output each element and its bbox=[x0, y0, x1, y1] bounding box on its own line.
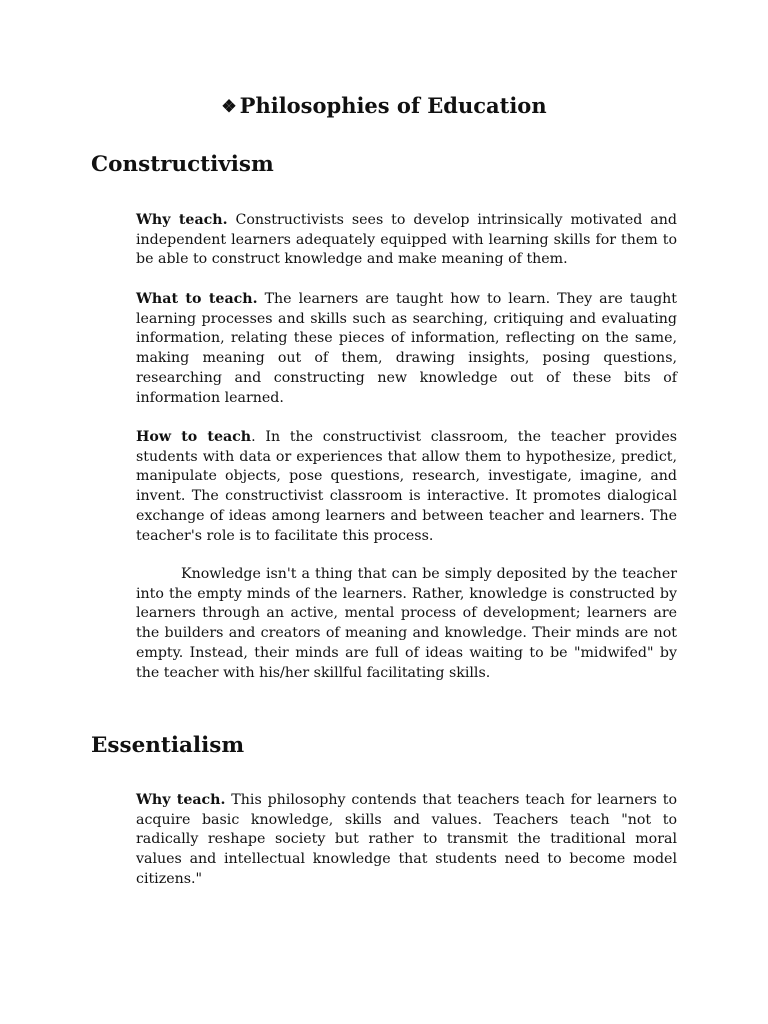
page-title-text: Philosophies of Education bbox=[239, 93, 547, 118]
paragraph-body: . In the constructivist classroom, the teacher provides students with data or experiences that allow them to hypothesize, predict, manipulate objects, pose questions, research, investigate, imagine, and invent. The constructivist classroom is interactive. It promotes dialogical exchange of ideas among learners and between teacher and learners. The teacher's role is to facilitate this process. bbox=[136, 429, 677, 544]
diamond-bullet-icon: ❖ bbox=[221, 97, 237, 117]
paragraph-body: Knowledge isn't a thing that can be simply deposited by the teacher into the empty minds of the learners. Rather, knowledge is constructed by learners through an active, mental process of development; learners are the builders and creators of meaning and knowledge. Their minds are not empty. Instead, their minds are full of ideas waiting to be "midwifed" by the teacher with his/her skillful facilitating skills. bbox=[136, 566, 677, 681]
paragraph-lead: How to teach bbox=[136, 429, 252, 445]
paragraph-lead: Why teach. bbox=[136, 212, 228, 228]
paragraph-lead: What to teach. bbox=[136, 291, 258, 307]
paragraph-why-teach-essentialism bbox=[136, 791, 677, 890]
paragraph-what-to-teach-constructivism bbox=[136, 290, 677, 408]
paragraph-lead: Why teach. bbox=[136, 792, 226, 808]
paragraph-how-to-teach-constructivism bbox=[136, 428, 677, 546]
paragraph-body: This philosophy contends that teachers teach for learners to acquire basic knowledge, skills and values. Teachers teach "not to radically reshape society but rather to transmit the traditional moral values and intellectual knowledge that students need to become model citizens." bbox=[136, 792, 677, 887]
paragraph-knowledge-constructivism bbox=[136, 565, 677, 683]
paragraph-body: Constructivists sees to develop intrinsically motivated and independent learners adequately equipped with learning skills for them to be able to construct knowledge and make meaning of them. bbox=[136, 212, 677, 268]
section-heading-constructivism: Constructivism bbox=[91, 152, 274, 177]
page-title bbox=[0, 93, 768, 118]
paragraph-body: The learners are taught how to learn. They are taught learning processes and skills such as searching, critiquing and evaluating information, relating these pieces of information, reflecting on the same, making meaning out of them, drawing insights, posing questions, researching and constructing new knowledge out of these bits of information learned. bbox=[136, 291, 677, 406]
section-heading-essentialism: Essentialism bbox=[91, 733, 245, 758]
paragraph-why-teach-constructivism bbox=[136, 211, 677, 270]
